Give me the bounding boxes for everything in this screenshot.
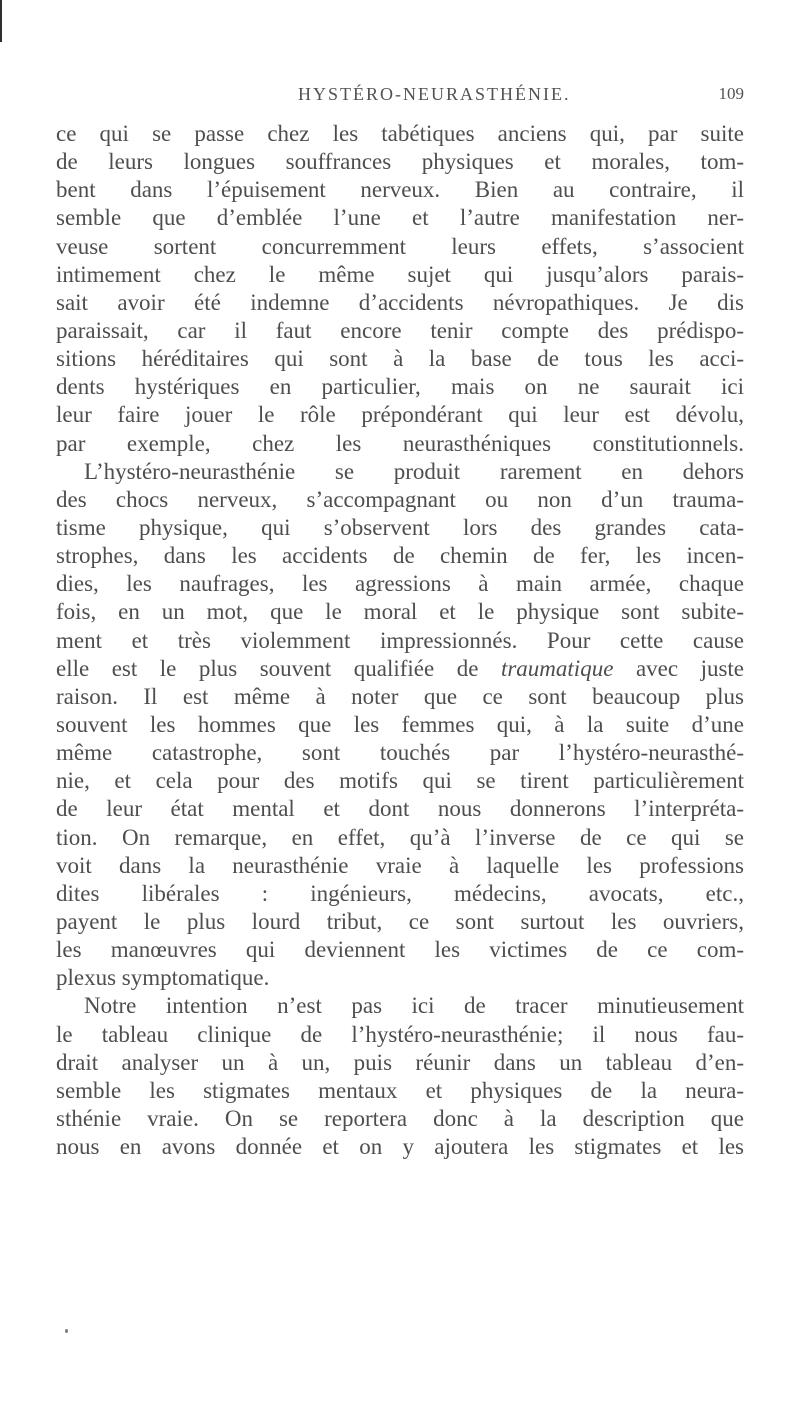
page-speck xyxy=(65,1329,68,1333)
text-line: le tableau clinique de l’hystéro-neurasthénie; il nous fau- xyxy=(56,1021,744,1047)
scan-edge-mark xyxy=(0,0,2,42)
text-line: ce qui se passe chez les tabétiques anciens qui, par suite xyxy=(56,121,744,146)
text-line: sthénie vraie. On se reportera donc à la description que xyxy=(56,1105,744,1131)
text-line: de leurs longues souffrances physiques et morales, tom- xyxy=(56,149,744,175)
text-line: sitions héréditaires qui sont à la base de tous les acci- xyxy=(56,346,744,372)
paragraph-start-line: L’hystéro-neurasthénie se produit rarement en dehors xyxy=(84,458,744,484)
text-line: sait avoir été indemne d’accidents névropathiques. Je dis xyxy=(56,289,744,315)
text-line: les manœuvres qui deviennent les victimes de ce com- xyxy=(56,937,744,963)
text-line: veuse sortent concurremment leurs effets, s’associent xyxy=(56,233,744,259)
text-line: intimement chez le même sujet qui jusqu’alors parais- xyxy=(56,261,744,287)
text-line: semble les stigmates mentaux et physiques de la neura- xyxy=(56,1077,744,1103)
paragraph-end-line: plexus symptomatique. xyxy=(56,965,270,991)
text-line: ment et très violemment impressionnés. Pour cette cause xyxy=(56,627,744,653)
text-line: de leur état mental et dont nous donnerons l’interpréta- xyxy=(56,796,744,822)
text-line: par exemple, chez les neurasthéniques constitutionnels. xyxy=(56,430,744,456)
text-line: semble que d’emblée l’une et l’autre manifestation ner- xyxy=(56,205,744,231)
text-line: bent dans l’épuisement nerveux. Bien au contraire, il xyxy=(56,177,744,203)
running-head: HYSTÉRO-NEURASTHÉNIE. xyxy=(298,84,571,104)
text-line: paraissait, car il faut encore tenir compte des prédispo- xyxy=(56,317,744,343)
paragraph-start-line: Notre intention n’est pas ici de tracer minutieusement xyxy=(84,993,744,1019)
text-line: voit dans la neurasthénie vraie à laquelle les professions xyxy=(56,852,744,878)
text-line: raison. Il est même à noter que ce sont beaucoup plus xyxy=(56,683,744,709)
text-line: des chocs nerveux, s’accompagnant ou non d’un trauma- xyxy=(56,486,744,512)
text-line: dents hystériques en particulier, mais on ne saurait ici xyxy=(56,374,744,400)
text-line: drait analyser un à un, puis réunir dans un tableau d’en- xyxy=(56,1049,744,1075)
text-line: strophes, dans les accidents de chemin de fer, les incen- xyxy=(56,543,744,569)
text-segment: avec juste xyxy=(635,655,745,681)
text-line: dites libérales : ingénieurs, médecins, avocats, etc., xyxy=(56,880,744,906)
text-line: souvent les hommes que les femmes qui, à la suite d’une xyxy=(56,711,744,737)
text-line: même catastrophe, sont touchés par l’hystéro-neurasthé- xyxy=(56,740,744,766)
body-text xyxy=(56,120,744,1161)
text-line: fois, en un mot, que le moral et le physique sont subite- xyxy=(56,599,744,625)
page-number: 109 xyxy=(718,84,744,103)
text-line: payent le plus lourd tribut, ce sont surtout les ouvriers, xyxy=(56,908,744,934)
text-line: leur faire jouer le rôle prépondérant qui leur est dévolu, xyxy=(56,402,744,428)
text-line: tion. On remarque, en effet, qu’à l’inverse de ce qui se xyxy=(56,824,744,850)
text-line: dies, les naufrages, les agressions à main armée, chaque xyxy=(56,571,744,597)
italic-term: traumatique xyxy=(500,655,614,681)
text-line: nie, et cela pour des motifs qui se tirent particulièrement xyxy=(56,768,744,794)
text-line-with-italic xyxy=(56,655,744,683)
text-line: nous en avons donnée et on y ajoutera les stigmates et les xyxy=(56,1134,744,1160)
text-segment: elle est le plus souvent qualifiée de xyxy=(56,655,479,681)
text-line: tisme physique, qui s’observent lors des grandes cata- xyxy=(56,514,744,540)
